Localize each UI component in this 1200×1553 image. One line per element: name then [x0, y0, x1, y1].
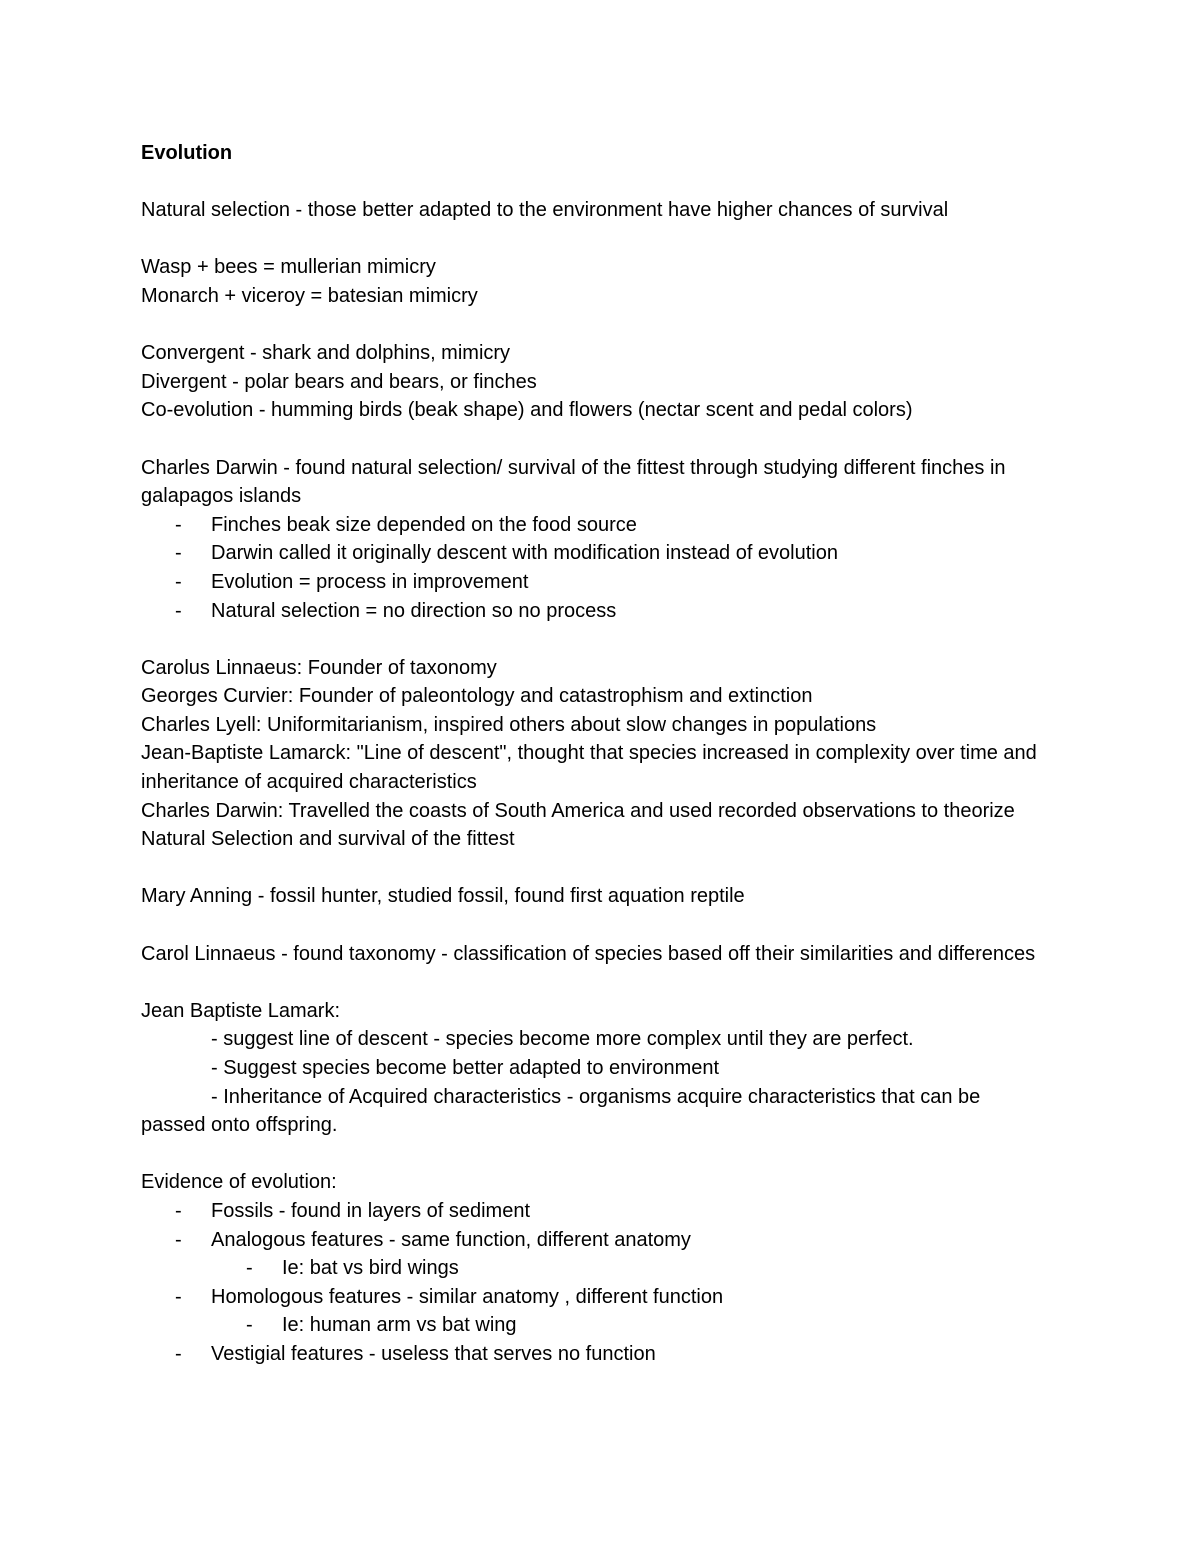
lamark-heading: Jean Baptiste Lamark:: [141, 999, 340, 1022]
spacer: [141, 625, 1061, 654]
bullet-dash: -: [175, 542, 182, 565]
darwin-bullet: [141, 568, 1061, 597]
scientist-line: Carolus Linnaeus: Founder of taxonomy: [141, 656, 497, 679]
spacer: [141, 968, 1061, 997]
bullet-text: Vestigial features - useless that serves no function: [211, 1342, 656, 1365]
evolution-type-line: Co-evolution - humming birds (beak shape) and flowers (nectar scent and pedal colors): [141, 399, 913, 422]
spacer: [141, 1140, 1061, 1169]
mimicry-line: Wasp + bees = mullerian mimicry: [141, 256, 436, 279]
darwin-bullet: [141, 539, 1061, 568]
darwin-intro: Charles Darwin - found natural selection/ survival of the fittest through studying different finches in galapagos islands: [141, 456, 1006, 508]
anning-line: Mary Anning - fossil hunter, studied fossil, found first aquation reptile: [141, 885, 745, 908]
scientist-line: Charles Lyell: Uniformitarianism, inspired others about slow changes in populations: [141, 713, 877, 736]
lamark-point: - suggest line of descent - species become more complex until they are perfect.: [211, 1028, 914, 1051]
bullet-dash: -: [175, 1342, 182, 1365]
document-title: Evolution: [141, 142, 233, 164]
natural-selection-line: Natural selection - those better adapted to the environment have higher chances of survival: [141, 199, 949, 222]
bullet-dash: -: [175, 1285, 182, 1308]
bullet-text: Evolution = process in improvement: [211, 570, 529, 593]
bullet-text: Ie: bat vs bird wings: [282, 1257, 459, 1280]
spacer: [141, 425, 1061, 454]
spacer: [141, 225, 1061, 254]
evidence-bullet: [141, 1340, 1061, 1369]
bullet-dash: -: [246, 1257, 253, 1280]
evidence-bullet: [141, 1226, 1061, 1255]
darwin-bullet: [141, 597, 1061, 626]
bullet-dash: -: [175, 570, 182, 593]
document-body: [141, 139, 1061, 1369]
scientist-line: Georges Curvier: Founder of paleontology and catastrophism and extinction: [141, 685, 813, 708]
spacer: [141, 911, 1061, 940]
evidence-sub-bullet: [141, 1254, 1061, 1283]
evidence-bullet: [141, 1283, 1061, 1312]
evidence-bullet: [141, 1197, 1061, 1226]
linnaeus-line: Carol Linnaeus - found taxonomy - classification of species based off their similarities and differences: [141, 942, 1036, 965]
bullet-dash: -: [175, 1228, 182, 1251]
lamark-point-continuation: passed onto offspring.: [141, 1114, 338, 1137]
scientist-line: Jean-Baptiste Lamarck: "Line of descent", thought that species increased in complexity over time and inheritance of acquired characteristics: [141, 742, 1037, 794]
lamark-point: - Inheritance of Acquired characteristics - organisms acquire characteristics that can be: [211, 1085, 981, 1108]
bullet-dash: -: [175, 599, 182, 622]
bullet-text: Analogous features - same function, different anatomy: [211, 1228, 691, 1251]
darwin-bullet: [141, 511, 1061, 540]
bullet-text: Ie: human arm vs bat wing: [282, 1314, 517, 1337]
lamark-point: - Suggest species become better adapted to environment: [211, 1057, 720, 1079]
spacer: [141, 854, 1061, 883]
evidence-sub-bullet: [141, 1311, 1061, 1340]
spacer: [141, 311, 1061, 340]
bullet-text: Homologous features - similar anatomy , different function: [211, 1285, 724, 1308]
mimicry-line: Monarch + viceroy = batesian mimicry: [141, 284, 478, 307]
evolution-type-line: Convergent - shark and dolphins, mimicry: [141, 342, 511, 365]
bullet-text: Fossils - found in layers of sediment: [211, 1199, 531, 1222]
scientist-line: Charles Darwin: Travelled the coasts of South America and used recorded observations to theorize Natural Selection and survival of the fittest: [141, 799, 1015, 851]
bullet-dash: -: [175, 1199, 182, 1222]
bullet-text: Darwin called it originally descent with modification instead of evolution: [211, 542, 838, 565]
bullet-dash: -: [175, 513, 182, 536]
evidence-heading: Evidence of evolution:: [141, 1171, 337, 1194]
spacer: [141, 168, 1061, 197]
bullet-dash: -: [246, 1314, 253, 1337]
bullet-text: Natural selection = no direction so no process: [211, 599, 617, 622]
evolution-type-line: Divergent - polar bears and bears, or finches: [141, 370, 537, 393]
bullet-text: Finches beak size depended on the food source: [211, 513, 637, 536]
